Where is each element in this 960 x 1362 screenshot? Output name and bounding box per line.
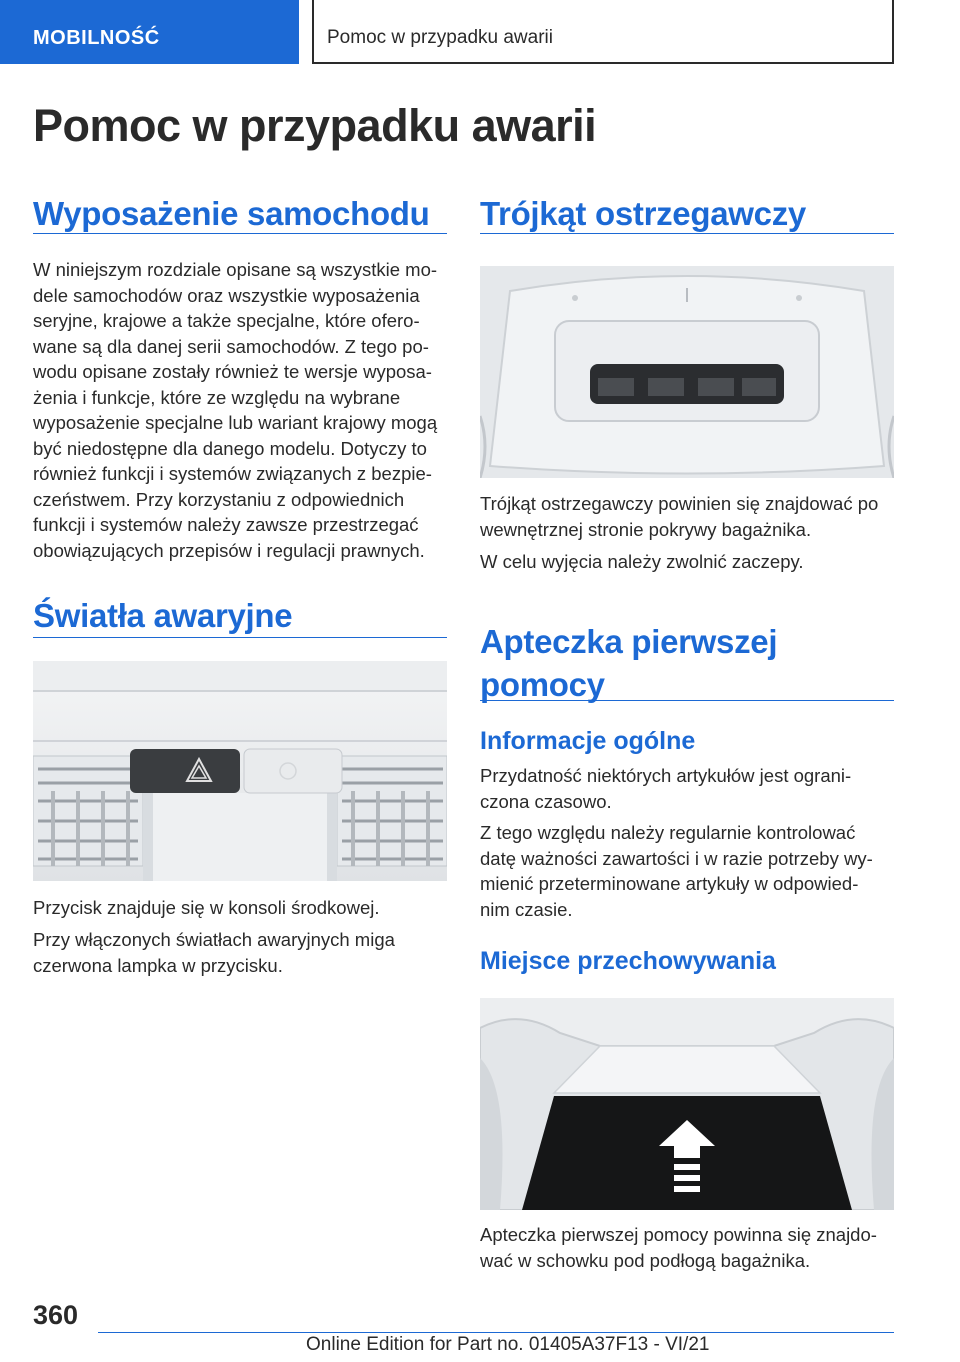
text-line: czeństwem. Przy korzystaniu z odpowiednich [33,488,405,510]
text-line: czona czasowo. [480,790,612,812]
text-line: W niniejszym rozdziale opisane są wszystkie mo‐ [33,259,438,280]
page-title: Pomoc w przypadku awarii [33,100,597,151]
section-title-hazard-lights: Światła awaryjne [33,597,293,634]
section-rule [480,700,894,701]
section-header [312,0,894,64]
text-line: wyposażenie specjalne lub wariant krajowy mogą [33,412,438,433]
subsection-title-storage-location: Miejsce przechowywania [480,947,776,975]
section-rule [33,233,447,234]
text-line: Trójkąt ostrzegawczy powinien się znajdować po [480,493,879,514]
trunk-lid-illustration [480,266,894,478]
chapter-tab [0,0,299,64]
text-line: Przy włączonych światłach awaryjnych miga [33,929,395,950]
text-line: czerwona lampka w przycisku. [33,954,283,976]
hazard-paragraph-1: Przycisk znajduje się w konsoli środkowej. [33,897,380,918]
storage-paragraph [480,1222,877,1273]
section-title-first-aid [480,620,777,706]
text-line: również funkcji i systemów związanych z bezpie‐ [33,463,432,484]
subsection-title-general-info: Informacje ogólne [480,727,696,755]
equipment-paragraph [33,257,437,563]
triangle-paragraph-1 [480,491,878,542]
hazard-button-illustration [33,661,447,881]
section-rule [33,637,447,638]
text-line: dele samochodów oraz wszystkie wyposażenia [33,284,420,306]
trunk-floor-storage-illustration [480,998,894,1210]
general-info-paragraph-1 [480,763,851,814]
text-line: seryjne, krajowe a także specjalne, które ofero‐ [33,310,420,331]
text-line: wewnętrznej stronie pokrywy bagażnika. [480,518,812,540]
triangle-paragraph-2: W celu wyjęcia należy zwolnić zaczepy. [480,551,804,572]
text-line: funkcji i systemów należy zawsze przestrzegać [33,514,419,535]
general-info-paragraph-2 [480,820,873,922]
section-title-warning-triangle: Trójkąt ostrzegawczy [480,195,806,232]
text-line: obowiązujących przepisów i regulacji prawnych. [33,539,425,561]
chapter-tab-label: MOBILNOŚĆ [33,27,160,49]
section-header-label: Pomoc w przypadku awarii [327,27,553,48]
title-line: Apteczka pierwszej [480,623,778,660]
text-line: być niedostępne dla danego modelu. Dotyczy to [33,437,427,459]
text-line: datę ważności zawartości i w razie potrzeby wy‐ [480,847,873,869]
hazard-paragraph-2 [33,927,395,978]
footer-rule [98,1332,894,1333]
text-line: wodu opisane zostały również te wersje wyposa‐ [33,361,432,382]
title-line: pomocy [480,666,605,703]
text-line: Apteczka pierwszej pomocy powinna się znajdo‐ [480,1224,877,1245]
text-line: wać w schowku pod podłogą bagażnika. [480,1249,811,1271]
text-line: Z tego względu należy regularnie kontrolować [480,822,856,843]
text-line: żenia i funkcje, które ze względu na wybrane [33,386,401,408]
text-line: nim czasie. [480,898,573,920]
text-line: wane są dla danej serii samochodów. Z tego po‐ [33,335,429,357]
footer-edition-text: Online Edition for Part no. 01405A37F13 - VI/21 [306,1334,710,1355]
text-line: Przydatność niektórych artykułów jest ograni‐ [480,765,852,786]
section-rule [480,233,894,234]
section-title-equipment: Wyposażenie samochodu [33,195,430,232]
text-line: mienić przeterminowane artykuły w odpowied‐ [480,873,859,894]
page-number: 360 [33,1300,79,1330]
